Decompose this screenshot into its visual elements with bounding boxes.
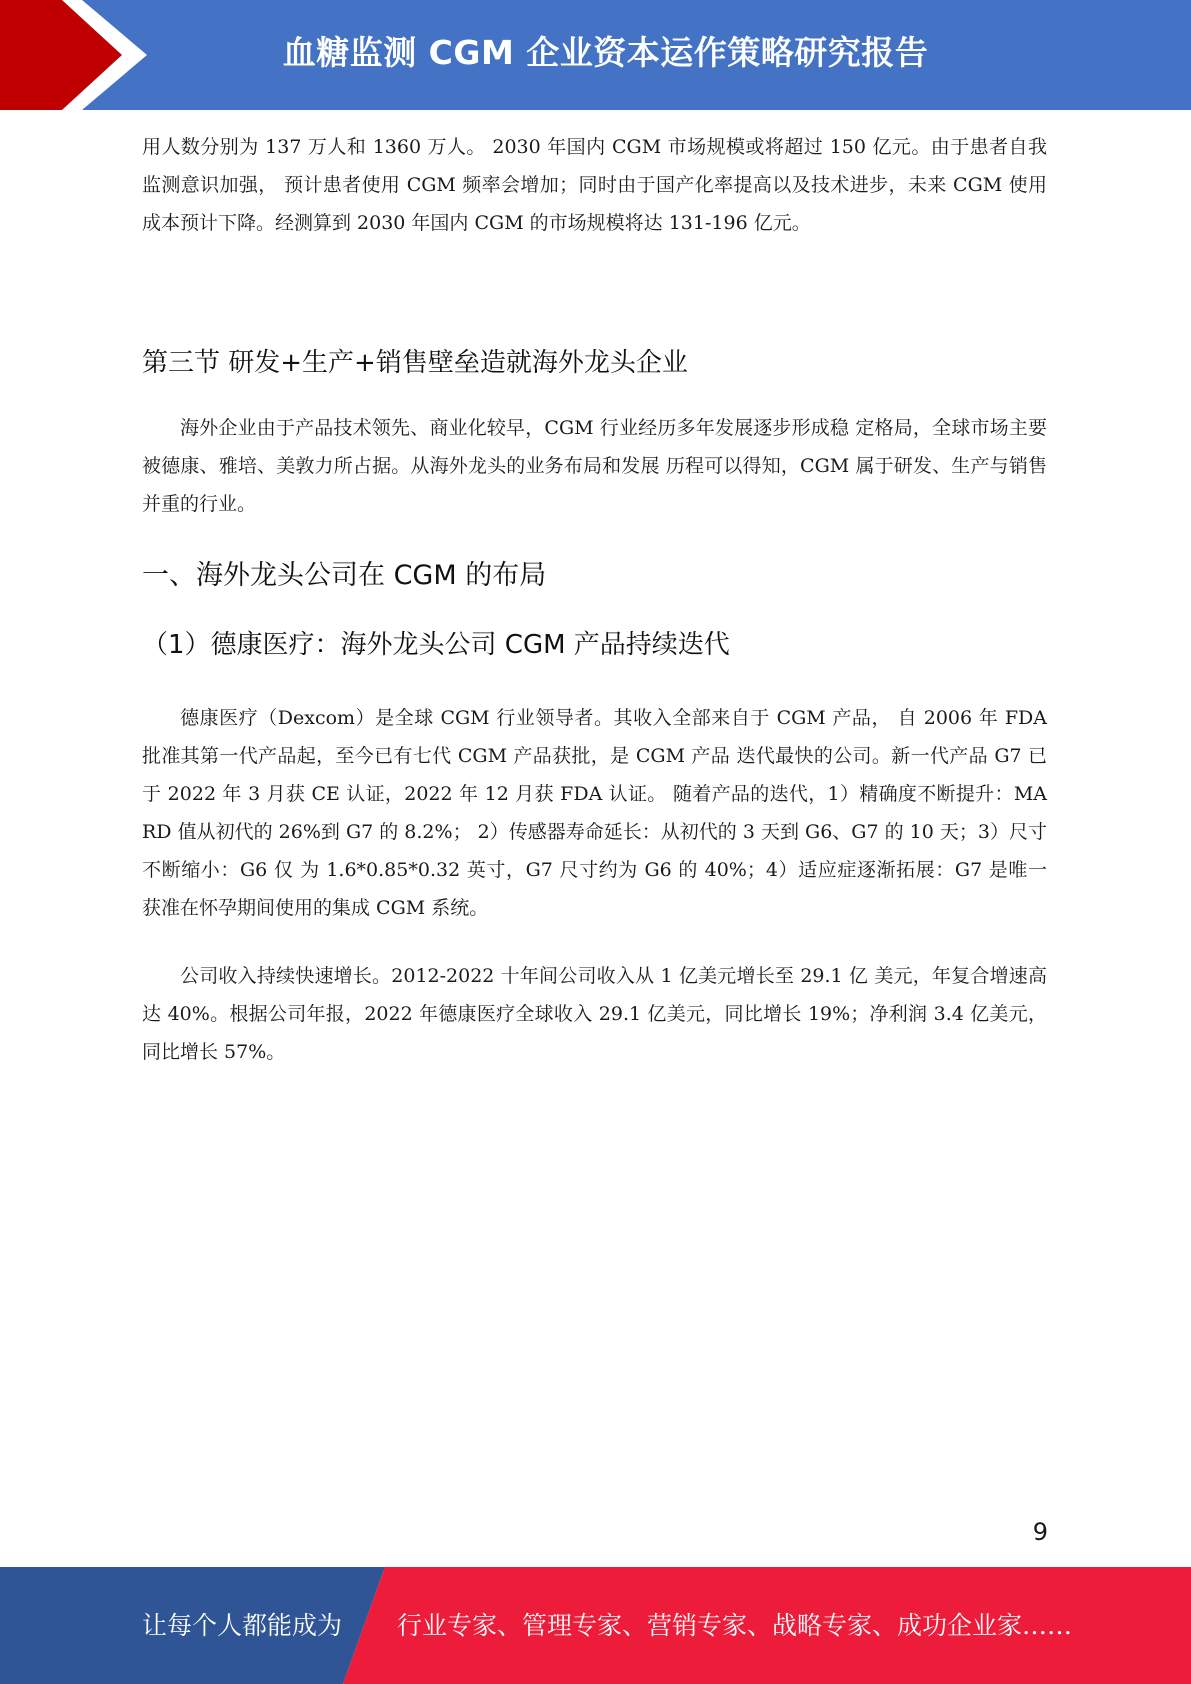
revenue-paragraph: 公司收入持续快速增长。2012-2022 十年间公司收入从 1 亿美元增长至 29.1 亿 美元，年复合增速高达 40%。根据公司年报，2022 年德康医疗全球收入 29.1 亿美元，同比增长 19%；净利润 3.4 亿美元，同比增长 57%。 (142, 965, 1047, 1063)
document-body (142, 128, 1047, 1071)
page-number: 9 (1032, 1518, 1048, 1546)
part-heading: 一、海外龙头公司在 CGM 的布局 (142, 560, 547, 591)
section-heading: 第三节 研发+生产+销售壁垒造就海外龙头企业 (142, 348, 688, 378)
report-title: 血糖监测 CGM 企业资本运作策略研究报告 (282, 33, 929, 72)
page-footer (0, 1567, 1191, 1684)
footer-slogan-left: 让每个人都能成为 (142, 1611, 343, 1640)
dexcom-paragraph: 德康医疗（Dexcom）是全球 CGM 行业领导者。其收入全部来自于 CGM 产品， 自 2006 年 FDA 批准其第一代产品起，至今已有七代 CGM 产品获批，是 CGM 产品 迭代最快的公司。新一代产品 G7 已于 2022 年 3 月获 CE 认证，2022 年 12 月获 FDA 认证。 随着产品的迭代，1）精确度不断提升：MARD 值从初代的 26%到 G7 的 8.2%； 2）传感器寿命延长：从初代的 3 天到 G6、G7 的 10 天；3）尺寸不断缩小：G6 仅 为 1.6*0.85*0.32 英寸，G7 尺寸约为 G6 的 40%；4）适应症逐渐拓展：G7 是唯一 获准在怀孕期间使用的集成 CGM 系统。 (142, 707, 1047, 919)
page-header (0, 0, 1191, 110)
section-paragraph: 海外企业由于产品技术领先、商业化较早，CGM 行业经历多年发展逐步形成稳 定格局，全球市场主要被德康、雅培、美敦力所占据。从海外龙头的业务布局和发展 历程可以得知，CGM 属于研发、生产与销售并重的行业。 (142, 417, 1047, 515)
footer-slogan-right: 行业专家、管理专家、营销专家、战略专家、成功企业家…… (397, 1611, 1073, 1640)
subsection-heading: （1）德康医疗：海外龙头公司 CGM 产品持续迭代 (142, 630, 730, 660)
intro-paragraph: 用人数分别为 137 万人和 1360 万人。 2030 年国内 CGM 市场规模或将超过 150 亿元。由于患者自我监测意识加强， 预计患者使用 CGM 频率会增加；同时由于国产化率提高以及技术进步，未来 CGM 使用成本预计下降。经测算到 2030 年国内 CGM 的市场规模将达 131-196 亿元。 (142, 136, 1047, 234)
